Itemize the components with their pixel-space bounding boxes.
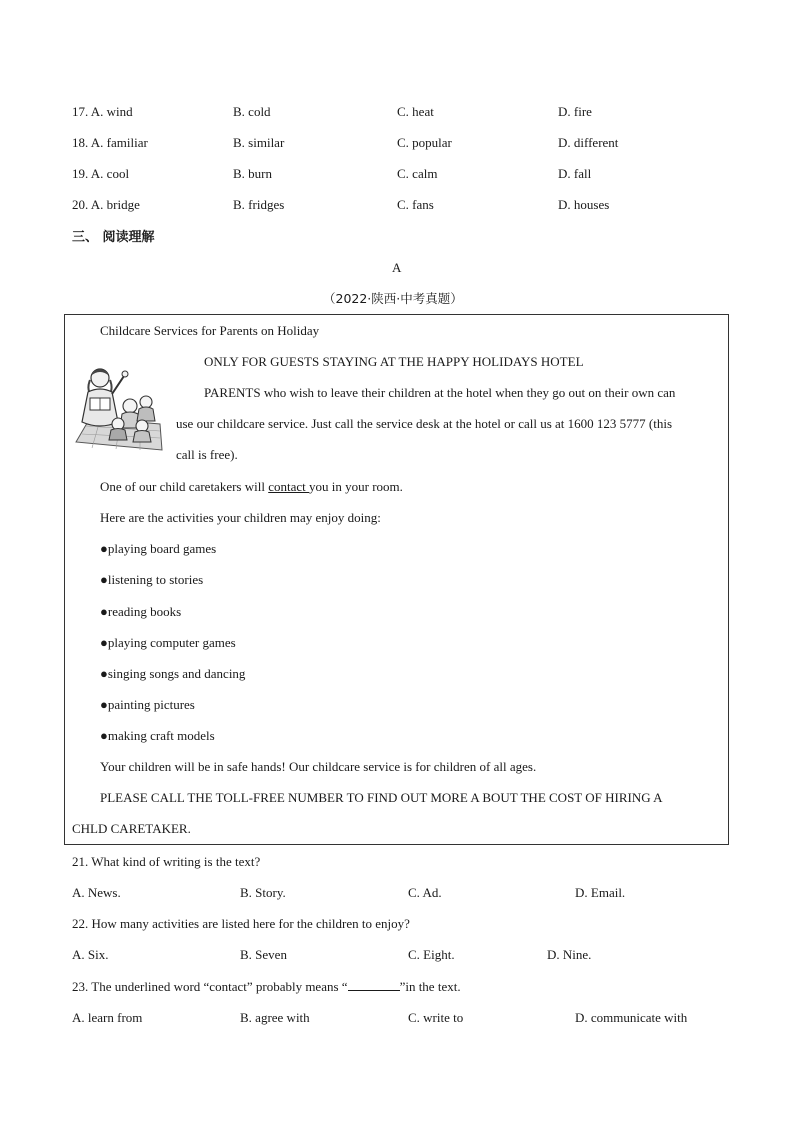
question-21-option-b: B. Story.: [240, 885, 286, 900]
option-17-a: 17. A. wind: [72, 104, 133, 119]
option-17-c: C. heat: [397, 104, 434, 119]
question-21-option-c: C. Ad.: [408, 885, 442, 900]
option-18-b: B. similar: [233, 135, 285, 150]
para2-after: you in your room.: [309, 479, 403, 494]
underlined-contact: contact: [268, 479, 310, 494]
option-19-d: D. fall: [558, 166, 592, 181]
question-23-option-b: B. agree with: [240, 1010, 310, 1025]
woman-reading-icon: [70, 362, 166, 458]
section-title: 三、 阅读理解: [72, 230, 155, 245]
question-21-option-a: A. News.: [72, 885, 121, 900]
safe-hands-text: Your children will be in safe hands! Our childcare service is for children of all ages.: [100, 759, 537, 774]
option-19-c: C. calm: [397, 166, 438, 181]
option-20-c: C. fans: [397, 197, 434, 212]
option-20-b: B. fridges: [233, 197, 285, 212]
list-item: ●painting pictures: [100, 697, 195, 712]
option-18-d: D. different: [558, 135, 619, 150]
passage-letter: A: [392, 260, 402, 275]
question-22-option-c: C. Eight.: [408, 947, 455, 962]
option-17-b: B. cold: [233, 104, 271, 119]
option-18-c: C. popular: [397, 135, 452, 150]
bullet-icon: ●: [100, 572, 108, 587]
para1-line1: PARENTS who wish to leave their children at the hotel when they go out on their own can: [204, 385, 676, 400]
bullet-icon: ●: [100, 541, 108, 556]
passage-source: （2022·陕西·中考真题）: [323, 291, 463, 306]
option-19-b: B. burn: [233, 166, 272, 181]
para2: [100, 478, 403, 496]
question-23-option-c: C. write to: [408, 1010, 464, 1025]
para3: Here are the activities your children may enjoy doing:: [100, 510, 381, 525]
bullet-icon: ●: [100, 728, 108, 743]
bullet-icon: ●: [100, 635, 108, 650]
question-22-option-b: B. Seven: [240, 947, 287, 962]
list-item: ●playing computer games: [100, 635, 236, 650]
bullet-icon: ●: [100, 697, 108, 712]
question-23-stem: 23. The underlined word “contact” probably means “ ”in the text.: [72, 979, 461, 994]
childcare-illustration: [70, 362, 166, 458]
option-20-d: D. houses: [558, 197, 610, 212]
list-item: ●singing songs and dancing: [100, 666, 246, 681]
option-20-a: 20. A. bridge: [72, 197, 140, 212]
list-item: ●playing board games: [100, 541, 217, 556]
call-line1: PLEASE CALL THE TOLL-FREE NUMBER TO FIND OUT MORE A BOUT THE COST OF HIRING A: [100, 790, 663, 805]
passage-heading: Childcare Services for Parents on Holiday: [100, 323, 320, 338]
list-item: ●reading books: [100, 604, 182, 619]
option-18-a: 18. A. familiar: [72, 135, 148, 150]
para1-line3: call is free).: [176, 447, 238, 462]
para1-line2: use our childcare service. Just call the service desk at the hotel or call us at 1600 123 5777 (this: [176, 416, 673, 431]
bullet-icon: ●: [100, 666, 108, 681]
question-22-option-a: A. Six.: [72, 947, 109, 962]
call-line2: CHLD CARETAKER.: [72, 821, 191, 836]
option-17-d: D. fire: [558, 104, 592, 119]
answer-blank: [348, 978, 400, 991]
question-23-option-a: A. learn from: [72, 1010, 143, 1025]
bullet-icon: ●: [100, 604, 108, 619]
list-item: ●listening to stories: [100, 572, 204, 587]
question-22-stem: 22. How many activities are listed here for the children to enjoy?: [72, 916, 410, 931]
question-21-option-d: D. Email.: [575, 885, 626, 900]
list-item: ●making craft models: [100, 728, 215, 743]
question-22-option-d: D. Nine.: [547, 947, 592, 962]
option-19-a: 19. A. cool: [72, 166, 130, 181]
only-for-guests: ONLY FOR GUESTS STAYING AT THE HAPPY HOLIDAYS HOTEL: [204, 354, 584, 369]
para2-before: One of our child caretakers will: [100, 479, 269, 494]
question-21-stem: 21. What kind of writing is the text?: [72, 854, 261, 869]
question-23-option-d: D. communicate with: [575, 1010, 688, 1025]
